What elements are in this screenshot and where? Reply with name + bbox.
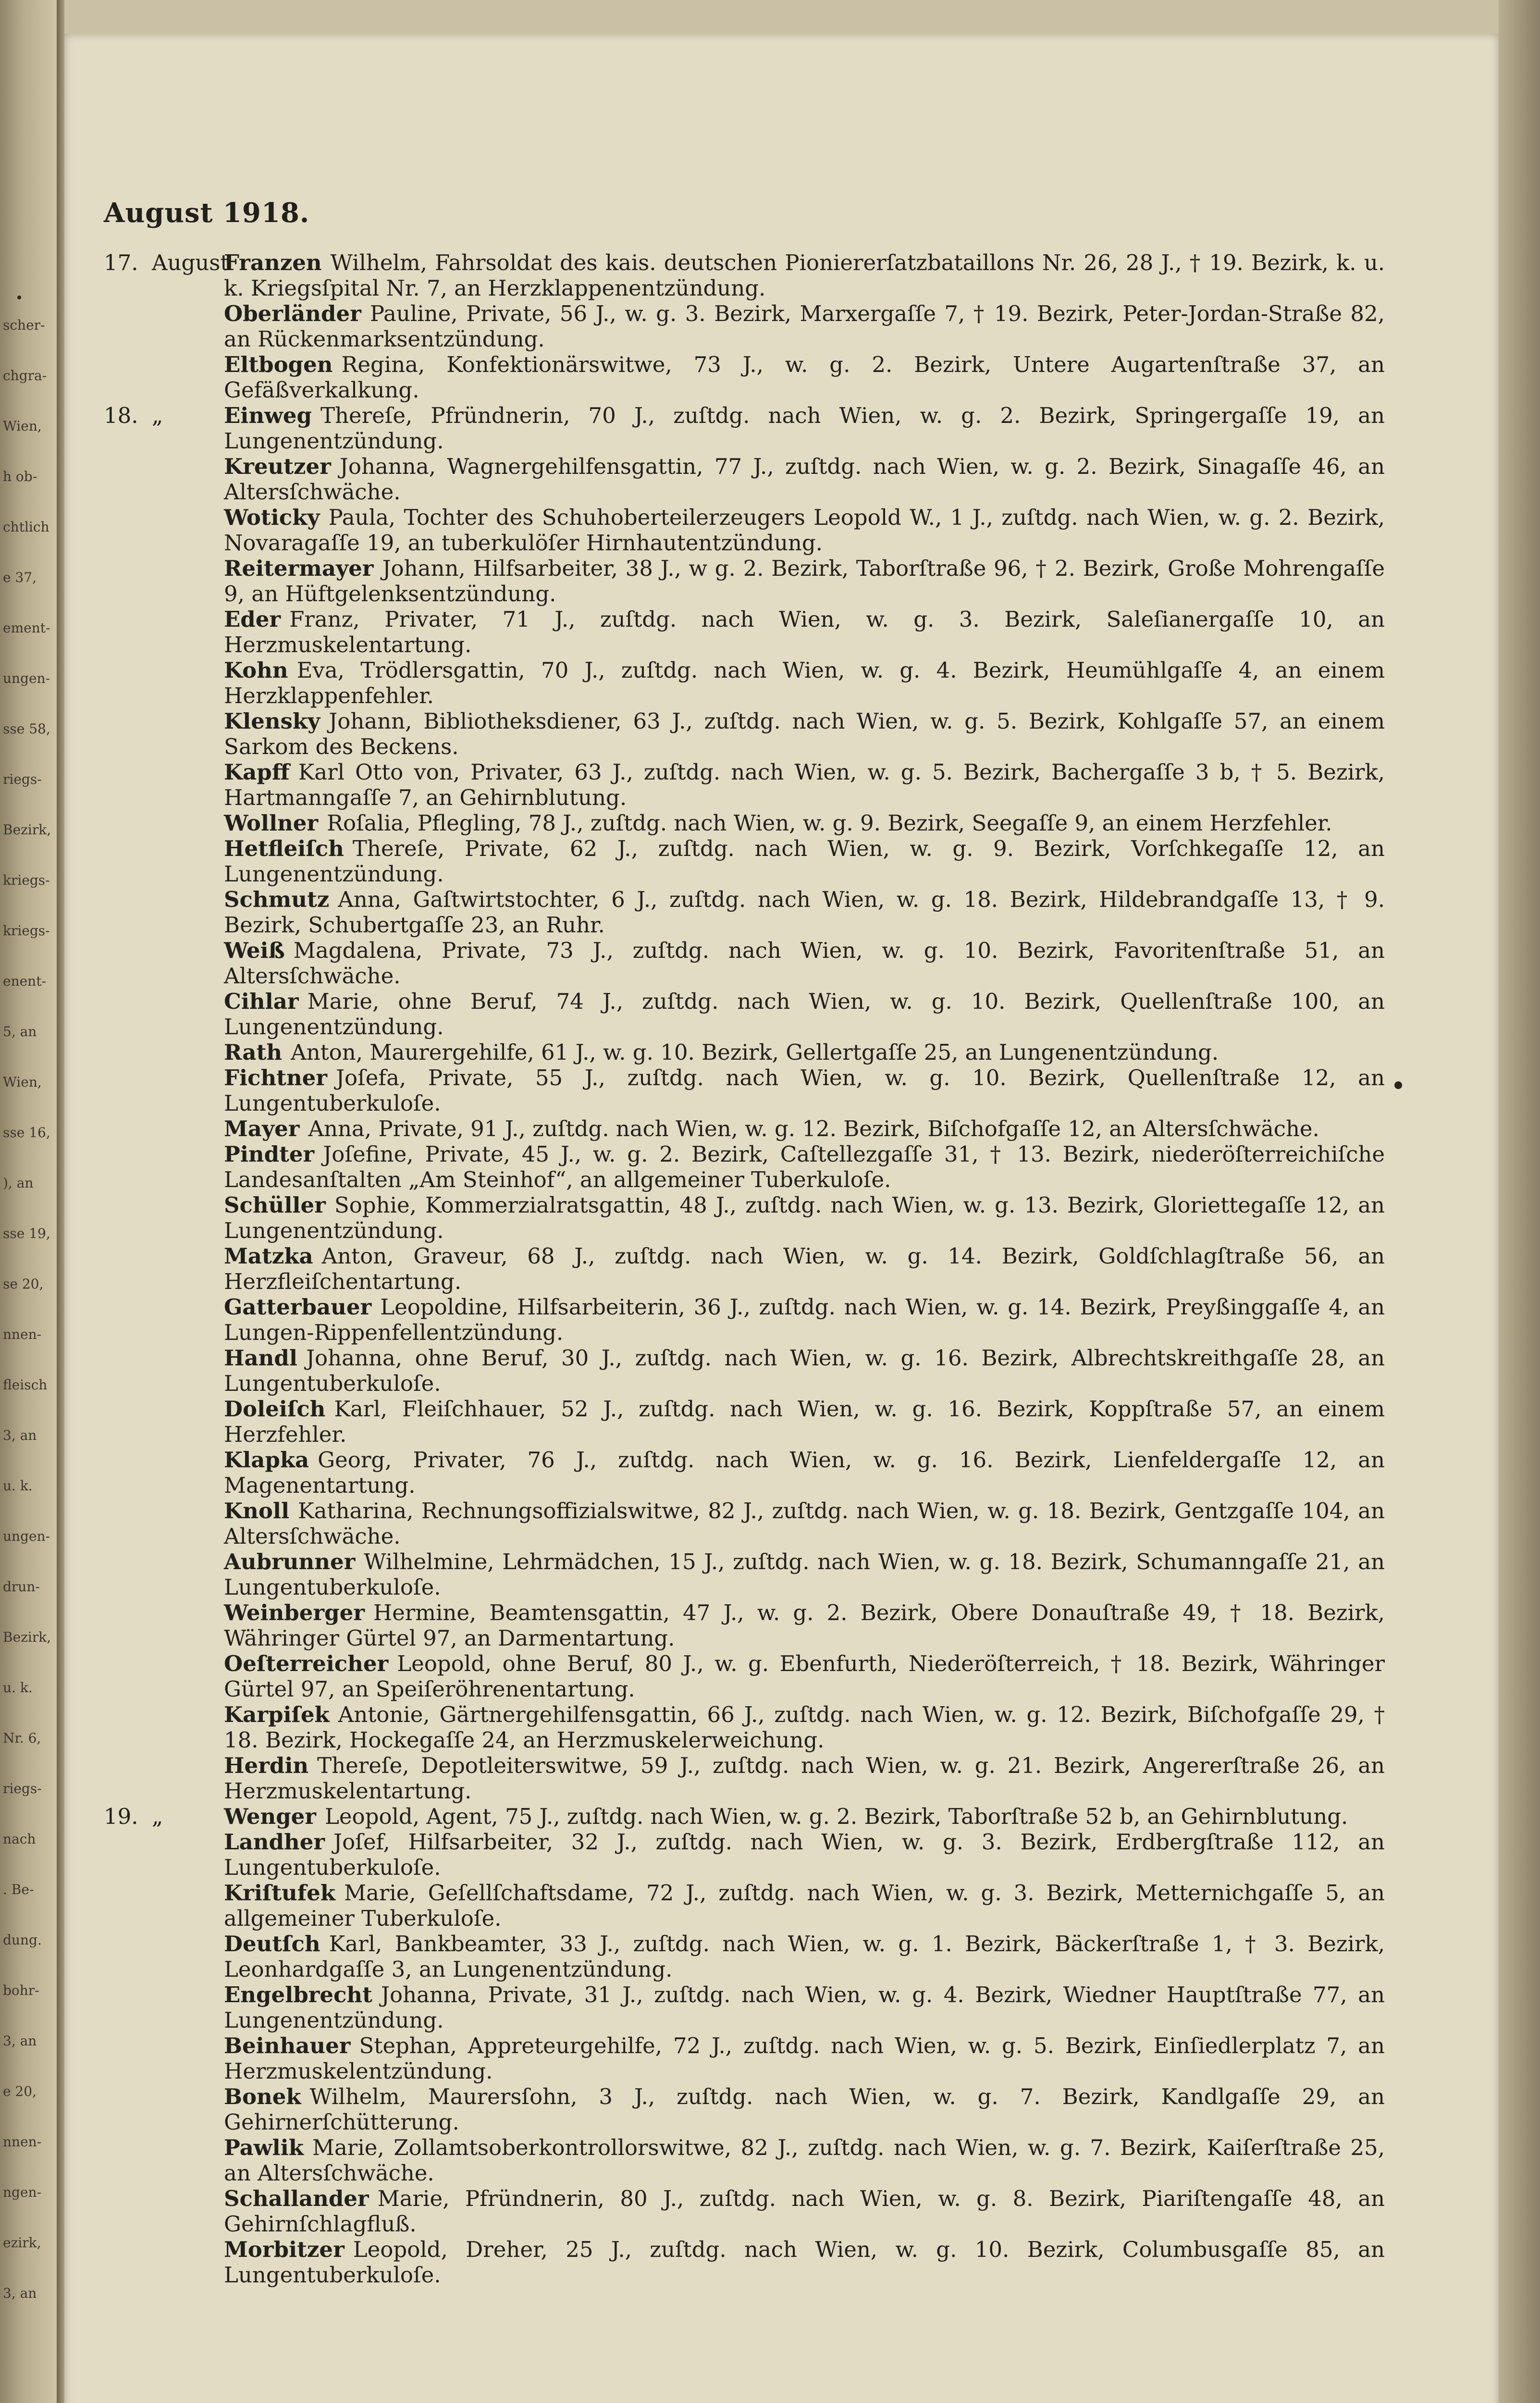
entry-date bbox=[104, 1243, 224, 1294]
entry-text bbox=[224, 989, 1387, 1040]
register-entry bbox=[104, 1498, 1387, 1549]
entry-details: Pauline, Private, 56 J., w. g. 3. Bezirk, Marxergaſſe 7, † 19. Bezirk, Peter-Jordan-Straße 82, an Rückenmarksentzündung. bbox=[224, 301, 1385, 352]
entry-text bbox=[224, 505, 1387, 556]
entry-text bbox=[224, 1345, 1387, 1396]
entry-date bbox=[104, 1829, 224, 1880]
entry-details: Anna, Gaſtwirtstochter, 6 J., zuſtdg. nach Wien, w. g. 18. Bezirk, Hildebrandgaſſe 13, † 9. Bezirk, Schubertgaſſe 23, an Ruhr. bbox=[224, 887, 1385, 938]
entry-surname: Fichtner bbox=[224, 1065, 328, 1090]
entry-surname: Beinhauer bbox=[224, 2033, 351, 2058]
entry-surname: Landher bbox=[224, 1829, 325, 1855]
entry-surname: Pawlik bbox=[224, 2135, 304, 2160]
entry-surname: Schallander bbox=[224, 2186, 369, 2211]
entry-surname: Klensky bbox=[224, 708, 320, 734]
previous-page-fragment: nnen- bbox=[3, 2134, 42, 2150]
entry-date bbox=[104, 352, 224, 403]
register-entry bbox=[104, 1931, 1387, 1982]
previous-page-fragment: chgra- bbox=[3, 368, 47, 384]
entry-text bbox=[224, 250, 1387, 301]
register-entry bbox=[104, 1804, 1387, 1829]
entry-surname: Kreutzer bbox=[224, 454, 331, 479]
entry-text bbox=[224, 938, 1387, 989]
entry-text bbox=[224, 556, 1387, 607]
entry-text bbox=[224, 1931, 1387, 1982]
entry-details: Sophie, Kommerzialratsgattin, 48 J., zuſtdg. nach Wien, w. g. 13. Bezirk, Gloriettegaſſe 12, an Lungenentzündung. bbox=[224, 1192, 1385, 1243]
entry-surname: Engelbrecht bbox=[224, 1982, 372, 2007]
entry-surname: Oberländer bbox=[224, 301, 361, 326]
entry-details: Thereſe, Pfründnerin, 70 J., zuſtdg. nach Wien, w. g. 2. Bezirk, Springergaſſe 19, an Lungenentzündung. bbox=[224, 403, 1385, 454]
previous-page-fragment: Wien, bbox=[3, 418, 42, 434]
entry-date bbox=[104, 1804, 224, 1829]
entry-month: „ bbox=[152, 403, 163, 428]
entry-details: Joſefa, Private, 55 J., zuſtdg. nach Wien, w. g. 10. Bezirk, Quellenſtraße 12, an Lungentuberkuloſe. bbox=[224, 1065, 1385, 1116]
entry-details: Paula, Tochter des Schuhoberteilerzeugers Leopold W., 1 J., zuſtdg. nach Wien, w. g. 2. Bezirk, Novaragaſſe 19, an tuberkulöſer Hirnhautentzündung. bbox=[224, 505, 1385, 556]
entry-details: Wilhelm, Fahrsoldat des kais. deutschen Pioniererſatzbataillons Nr. 26, 28 J., † 19. Bezirk, k. u. k. Kriegsſpital Nr. 7, an Herzklappenentzündung. bbox=[224, 250, 1385, 301]
entry-surname: Weinberger bbox=[224, 1600, 365, 1625]
entry-text bbox=[224, 1702, 1387, 1753]
previous-page-edge bbox=[0, 0, 57, 2403]
entry-details: Leopold, Agent, 75 J., zuſtdg. nach Wien, w. g. 2. Bezirk, Taborſtraße 52 b, an Gehirnblutung. bbox=[325, 1804, 1348, 1829]
entry-text bbox=[224, 1396, 1387, 1447]
register-entry bbox=[104, 2033, 1387, 2084]
register-entry bbox=[104, 403, 1387, 454]
book-gutter bbox=[57, 0, 64, 2403]
entry-text bbox=[224, 1192, 1387, 1243]
entry-details: Eva, Trödlersgattin, 70 J., zuſtdg. nach Wien, w. g. 4. Bezirk, Heumühlgaſſe 4, an einem Herzklappenfehler. bbox=[224, 657, 1385, 708]
entry-date bbox=[104, 454, 224, 505]
previous-page-fragment: chtlich bbox=[3, 519, 49, 535]
entry-details: Marie, Pfründnerin, 80 J., zuſtdg. nach Wien, w. g. 8. Bezirk, Piariſtengaſſe 48, an Gehirnſchlagfluß. bbox=[224, 2186, 1385, 2237]
entry-details: Karl Otto von, Privater, 63 J., zuſtdg. nach Wien, w. g. 5. Bezirk, Bachergaſſe 3 b, † 5. Bezirk, Hartmanngaſſe 7, an Gehirnblutung. bbox=[224, 759, 1385, 810]
entry-details: Marie, Geſellſchaftsdame, 72 J., zuſtdg. nach Wien, w. g. 3. Bezirk, Metternichgaſſe 5, an allgemeiner Tuberkuloſe. bbox=[224, 1880, 1385, 1931]
register-entry bbox=[104, 810, 1387, 836]
entry-date bbox=[104, 2186, 224, 2237]
previous-page-fragment: e 20, bbox=[3, 2083, 37, 2099]
entry-text bbox=[224, 887, 1387, 938]
entry-month: „ bbox=[152, 1804, 163, 1829]
previous-page-fragment: Nr. 6, bbox=[3, 1730, 41, 1746]
entry-surname: Kohn bbox=[224, 657, 288, 683]
entry-details: Antonie, Gärtnergehilfensgattin, 66 J., zuſtdg. nach Wien, w. g. 12. Bezirk, Biſchofgaſſe 29, † 18. Bezirk, Hockegaſſe 24, an Herzmuskelerweichung. bbox=[224, 1702, 1385, 1753]
register-entry bbox=[104, 1396, 1387, 1447]
entry-month: August bbox=[152, 250, 229, 275]
entry-date bbox=[104, 2033, 224, 2084]
previous-page-fragment: bohr- bbox=[3, 1982, 39, 1998]
entry-surname: Eder bbox=[224, 607, 281, 632]
register-entry bbox=[104, 836, 1387, 887]
entry-details: Johann, Hilfsarbeiter, 38 J., w g. 2. Bezirk, Taborſtraße 96, † 2. Bezirk, Große Mohrengaſſe 9, an Hüftgelenksentzündung. bbox=[224, 556, 1385, 607]
entry-surname: Morbitzer bbox=[224, 2237, 345, 2262]
entry-details: Karl, Fleiſchhauer, 52 J., zuſtdg. nach Wien, w. g. 16. Bezirk, Koppſtraße 57, an einem Herzfehler. bbox=[224, 1396, 1385, 1447]
death-register-list bbox=[104, 250, 1387, 2288]
entry-text bbox=[224, 836, 1387, 887]
previous-page-fragment: Bezirk, bbox=[3, 1629, 51, 1645]
register-entry bbox=[104, 1753, 1387, 1804]
entry-date bbox=[104, 810, 224, 836]
entry-date bbox=[104, 1141, 224, 1192]
entry-day: 18. bbox=[104, 403, 138, 428]
entry-text bbox=[224, 1294, 1387, 1345]
entry-details: Thereſe, Private, 62 J., zuſtdg. nach Wien, w. g. 9. Bezirk, Vorſchkegaſſe 12, an Lungenentzündung. bbox=[224, 836, 1385, 887]
previous-page-fragment: u. k. bbox=[3, 1680, 33, 1696]
previous-page-fragment: fleisch bbox=[3, 1377, 48, 1393]
register-entry bbox=[104, 1116, 1387, 1141]
entry-date bbox=[104, 2237, 224, 2288]
entry-day: 17. bbox=[104, 250, 138, 275]
register-entry bbox=[104, 938, 1387, 989]
entry-date bbox=[104, 887, 224, 938]
register-entry bbox=[104, 2135, 1387, 2186]
entry-date bbox=[104, 556, 224, 607]
entry-date bbox=[104, 989, 224, 1040]
entry-date bbox=[104, 1065, 224, 1116]
entry-text bbox=[224, 759, 1387, 810]
previous-page-fragment: sse 16, bbox=[3, 1125, 50, 1140]
entry-details: Regina, Konfektionärswitwe, 73 J., w. g. 2. Bezirk, Untere Augartenſtraße 37, an Gefäßverkalkung. bbox=[224, 352, 1385, 403]
previous-page-fragment: ezirk, bbox=[3, 2235, 41, 2251]
entry-surname: Kriſtufek bbox=[224, 1880, 335, 1906]
register-entry bbox=[104, 759, 1387, 810]
previous-page-fragment: Bezirk, bbox=[3, 822, 51, 838]
entry-details: Leopold, Dreher, 25 J., zuſtdg. nach Wien, w. g. 10. Bezirk, Columbusgaſſe 85, an Lungentuberkuloſe. bbox=[224, 2237, 1385, 2288]
register-entry bbox=[104, 1600, 1387, 1651]
entry-date bbox=[104, 1345, 224, 1396]
entry-surname: Mayer bbox=[224, 1116, 300, 1141]
entry-details: Magdalena, Private, 73 J., zuſtdg. nach Wien, w. g. 10. Bezirk, Favoritenſtraße 51, an Altersſchwäche. bbox=[224, 938, 1385, 989]
entry-text bbox=[224, 810, 1387, 836]
entry-text bbox=[224, 1829, 1387, 1880]
previous-page-fragment: ngen- bbox=[3, 2184, 42, 2200]
entry-surname: Wollner bbox=[224, 810, 319, 836]
previous-page-fragment: Wien, bbox=[3, 1074, 42, 1090]
entry-surname: Kapff bbox=[224, 759, 290, 785]
entry-date bbox=[104, 708, 224, 759]
entry-surname: Deutſch bbox=[224, 1931, 320, 1957]
previous-page-fragment: 3, an bbox=[3, 1427, 37, 1443]
register-entry bbox=[104, 1040, 1387, 1065]
entry-date bbox=[104, 1600, 224, 1651]
previous-page-fragment: e 37, bbox=[3, 570, 37, 585]
entry-text bbox=[224, 1880, 1387, 1931]
previous-page-fragment: ungen- bbox=[3, 1528, 50, 1544]
previous-page-fragment: 5, an bbox=[3, 1024, 37, 1040]
entry-details: Joſef, Hilfsarbeiter, 32 J., zuſtdg. nach Wien, w. g. 3. Bezirk, Erdbergſtraße 112, an Lungentuberkuloſe. bbox=[224, 1829, 1385, 1880]
entry-details: Leopoldine, Hilfsarbeiterin, 36 J., zuſtdg. nach Wien, w. g. 14. Bezirk, Preyßinggaſſe 4, an Lungen-Rippenfellentzündung. bbox=[224, 1294, 1385, 1345]
entry-text bbox=[224, 1804, 1387, 1829]
page-heading: August 1918. bbox=[104, 197, 310, 229]
previous-page-fragment: riegs- bbox=[3, 771, 42, 787]
register-entry bbox=[104, 1651, 1387, 1702]
previous-page-fragment: riegs- bbox=[3, 1781, 42, 1796]
entry-surname: Karpiſek bbox=[224, 1702, 330, 1727]
entry-date bbox=[104, 1549, 224, 1600]
entry-day: 19. bbox=[104, 1804, 138, 1829]
entry-details: Johanna, Wagnergehilfensgattin, 77 J., zuſtdg. nach Wien, w. g. 2. Bezirk, Sinagaſſe 46, an Altersſchwäche. bbox=[224, 454, 1385, 505]
entry-surname: Einweg bbox=[224, 403, 312, 428]
previous-page-fragment: 3, an bbox=[3, 2033, 37, 2049]
register-entry bbox=[104, 1065, 1387, 1116]
entry-text bbox=[224, 708, 1387, 759]
entry-surname: Bonek bbox=[224, 2084, 301, 2109]
register-entry bbox=[104, 1447, 1387, 1498]
entry-details: Anton, Graveur, 68 J., zuſtdg. nach Wien, w. g. 14. Bezirk, Goldſchlagſtraße 56, an Herzfleiſchentartung. bbox=[224, 1243, 1385, 1294]
entry-date bbox=[104, 1702, 224, 1753]
entry-text bbox=[224, 352, 1387, 403]
entry-details: Joſefine, Private, 45 J., w. g. 2. Bezirk, Caſtellezgaſſe 31, † 13. Bezirk, niederöſterreichiſche Landesanſtalten „Am Steinhof“, an allgemeiner Tuberkuloſe. bbox=[224, 1141, 1385, 1192]
register-entry bbox=[104, 1294, 1387, 1345]
register-entry bbox=[104, 989, 1387, 1040]
entry-text bbox=[224, 2084, 1387, 2135]
register-entry bbox=[104, 1192, 1387, 1243]
entry-date bbox=[104, 505, 224, 556]
entry-date bbox=[104, 1396, 224, 1447]
entry-date bbox=[104, 1192, 224, 1243]
register-entry bbox=[104, 2186, 1387, 2237]
entry-details: Georg, Privater, 76 J., zuſtdg. nach Wien, w. g. 16. Bezirk, Lienfeldergaſſe 12, an Magenentartung. bbox=[224, 1447, 1385, 1498]
previous-page-fragment: drun- bbox=[3, 1579, 40, 1595]
entry-date bbox=[104, 1116, 224, 1141]
register-entry bbox=[104, 1829, 1387, 1880]
entry-details: Johanna, ohne Beruf, 30 J., zuſtdg. nach Wien, w. g. 16. Bezirk, Albrechtskreithgaſſe 28, an Lungentuberkuloſe. bbox=[224, 1345, 1385, 1396]
register-entry bbox=[104, 1345, 1387, 1396]
register-entry bbox=[104, 505, 1387, 556]
previous-page-fragment: scher- bbox=[3, 317, 45, 333]
entry-details: Johann, Bibliotheksdiener, 63 J., zuſtdg. nach Wien, w. g. 5. Bezirk, Kohlgaſſe 57, an einem Sarkom des Beckens. bbox=[224, 708, 1385, 759]
entry-date bbox=[104, 607, 224, 657]
entry-details: Stephan, Appreteurgehilfe, 72 J., zuſtdg. nach Wien, w. g. 5. Bezirk, Einſiedlerplatz 7, an Herzmuskelentzündung. bbox=[224, 2033, 1385, 2084]
entry-text bbox=[224, 454, 1387, 505]
entry-text bbox=[224, 1141, 1387, 1192]
previous-page-fragment: nnen- bbox=[3, 1326, 42, 1342]
entry-surname: Aubrunner bbox=[224, 1549, 356, 1574]
ink-speck bbox=[17, 296, 21, 299]
ink-speck bbox=[1394, 1081, 1402, 1089]
page-right-edge bbox=[1499, 0, 1540, 2403]
previous-page-fragment: . Be- bbox=[3, 1882, 34, 1897]
register-entry bbox=[104, 1141, 1387, 1192]
entry-details: Wilhelmine, Lehrmädchen, 15 J., zuſtdg. nach Wien, w. g. 18. Bezirk, Schumanngaſſe 21, an Lungentuberkuloſe. bbox=[224, 1549, 1385, 1600]
previous-page-fragment: kriegs- bbox=[3, 923, 50, 939]
entry-surname: Handl bbox=[224, 1345, 297, 1371]
entry-details: Anton, Maurergehilfe, 61 J., w. g. 10. Bezirk, Gellertgaſſe 25, an Lungenentzündung. bbox=[291, 1040, 1219, 1065]
entry-surname: Hetfleiſch bbox=[224, 836, 344, 861]
entry-date bbox=[104, 2084, 224, 2135]
previous-page-fragment: ), an bbox=[3, 1175, 34, 1191]
entry-text bbox=[224, 1040, 1387, 1065]
entry-surname: Woticky bbox=[224, 505, 320, 530]
entry-text bbox=[224, 1753, 1387, 1804]
entry-date bbox=[104, 250, 229, 301]
previous-page-fragment: enent- bbox=[3, 973, 46, 989]
entry-text bbox=[224, 403, 1387, 454]
entry-text bbox=[224, 1243, 1387, 1294]
register-entry bbox=[104, 301, 1387, 352]
entry-surname: Herdin bbox=[224, 1753, 309, 1778]
entry-surname: Reitermayer bbox=[224, 556, 374, 581]
previous-page-fragment: h ob- bbox=[3, 469, 37, 484]
entry-surname: Schüller bbox=[224, 1192, 326, 1218]
entry-surname: Wenger bbox=[224, 1804, 317, 1829]
entry-date bbox=[104, 1753, 224, 1804]
register-entry bbox=[104, 657, 1387, 708]
entry-text bbox=[224, 2033, 1387, 2084]
previous-page-fragment: nach bbox=[3, 1831, 36, 1847]
register-entry bbox=[104, 2084, 1387, 2135]
entry-surname: Oeſterreicher bbox=[224, 1651, 389, 1676]
previous-page-fragment: 3, an bbox=[3, 2285, 37, 2301]
previous-page-fragment: ement- bbox=[3, 620, 50, 636]
entry-details: Wilhelm, Maurersſohn, 3 J., zuſtdg. nach Wien, w. g. 7. Bezirk, Kandlgaſſe 29, an Gehirnerſchütterung. bbox=[224, 2084, 1385, 2135]
entry-text bbox=[224, 1116, 1387, 1141]
entry-date bbox=[104, 301, 224, 352]
register-entry bbox=[104, 556, 1387, 607]
entry-text bbox=[224, 301, 1387, 352]
entry-date bbox=[104, 759, 224, 810]
entry-surname: Eltbogen bbox=[224, 352, 333, 377]
entry-text bbox=[224, 2237, 1387, 2288]
entry-date bbox=[104, 1982, 224, 2033]
register-entry bbox=[104, 1243, 1387, 1294]
entry-surname: Weiß bbox=[224, 938, 285, 963]
register-entry bbox=[104, 708, 1387, 759]
entry-date bbox=[104, 1498, 224, 1549]
entry-text bbox=[224, 1600, 1387, 1651]
register-entry bbox=[104, 352, 1387, 403]
entry-text bbox=[224, 1549, 1387, 1600]
entry-surname: Schmutz bbox=[224, 887, 330, 912]
entry-date bbox=[104, 938, 224, 989]
entry-text bbox=[224, 1065, 1387, 1116]
entry-date bbox=[104, 2135, 224, 2186]
entry-date bbox=[104, 657, 224, 708]
entry-text bbox=[224, 2186, 1387, 2237]
previous-page-fragment: se 20, bbox=[3, 1276, 44, 1292]
entry-details: Hermine, Beamtensgattin, 47 J., w. g. 2. Bezirk, Obere Donauſtraße 49, † 18. Bezirk, Währinger Gürtel 97, an Darmentartung. bbox=[224, 1600, 1385, 1651]
entry-text bbox=[224, 607, 1387, 657]
entry-text bbox=[224, 657, 1387, 708]
register-entry bbox=[104, 607, 1387, 657]
entry-date bbox=[104, 1447, 224, 1498]
entry-surname: Matzka bbox=[224, 1243, 313, 1269]
entry-details: Katharina, Rechnungsoffizialswitwe, 82 J., zuſtdg. nach Wien, w. g. 18. Bezirk, Gentzgaſſe 104, an Altersſchwäche. bbox=[224, 1498, 1385, 1549]
previous-page-fragment: u. k. bbox=[3, 1478, 33, 1494]
register-entry bbox=[104, 454, 1387, 505]
entry-date bbox=[104, 1931, 224, 1982]
register-entry bbox=[104, 887, 1387, 938]
entry-details: Franz, Privater, 71 J., zuſtdg. nach Wien, w. g. 3. Bezirk, Saleſianergaſſe 10, an Herzmuskelentartung. bbox=[224, 607, 1385, 657]
entry-surname: Franzen bbox=[224, 250, 322, 275]
entry-text bbox=[224, 1982, 1387, 2033]
entry-date bbox=[104, 1651, 224, 1702]
previous-page-fragment: sse 19, bbox=[3, 1226, 50, 1241]
entry-date bbox=[104, 403, 224, 454]
entry-details: Johanna, Private, 31 J., zuſtdg. nach Wien, w. g. 4. Bezirk, Wiedner Hauptſtraße 77, an Lungenentzündung. bbox=[224, 1982, 1385, 2033]
entry-surname: Doleiſch bbox=[224, 1396, 326, 1422]
entry-surname: Klapka bbox=[224, 1447, 309, 1473]
entry-surname: Pindter bbox=[224, 1141, 315, 1167]
entry-date bbox=[104, 1294, 224, 1345]
entry-surname: Cihlar bbox=[224, 989, 299, 1014]
entry-date bbox=[104, 1040, 224, 1065]
entry-details: Leopold, ohne Beruf, 80 J., w. g. Ebenfurth, Niederöſterreich, † 18. Bezirk, Währinger Gürtel 97, an Speiſeröhrenentartung. bbox=[224, 1651, 1385, 1702]
entry-surname: Gatterbauer bbox=[224, 1294, 372, 1320]
previous-page-fragment: sse 58, bbox=[3, 721, 50, 737]
entry-text bbox=[224, 2135, 1387, 2186]
register-entry bbox=[104, 250, 1387, 301]
entry-details: Marie, ohne Beruf, 74 J., zuſtdg. nach Wien, w. g. 10. Bezirk, Quellenſtraße 100, an Lungenentzündung. bbox=[224, 989, 1385, 1040]
register-entry bbox=[104, 1880, 1387, 1931]
entry-text bbox=[224, 1651, 1387, 1702]
entry-surname: Rath bbox=[224, 1040, 283, 1065]
entry-details: Anna, Private, 91 J., zuſtdg. nach Wien, w. g. 12. Bezirk, Biſchofgaſſe 12, an Altersſchwäche. bbox=[308, 1116, 1319, 1141]
previous-page-fragment: kriegs- bbox=[3, 872, 50, 888]
entry-details: Karl, Bankbeamter, 33 J., zuſtdg. nach Wien, w. g. 1. Bezirk, Bäckerſtraße 1, † 3. Bezirk, Leonhardgaſſe 3, an Lungenentzündung. bbox=[224, 1931, 1385, 1982]
entry-surname: Knoll bbox=[224, 1498, 290, 1524]
previous-page-fragment: ungen- bbox=[3, 670, 50, 686]
entry-date bbox=[104, 1880, 224, 1931]
register-entry bbox=[104, 1702, 1387, 1753]
entry-details: Marie, Zollamtsoberkontrollorswitwe, 82 J., zuſtdg. nach Wien, w. g. 7. Bezirk, Kaiſerſtraße 25, an Altersſchwäche. bbox=[224, 2135, 1385, 2186]
register-entry bbox=[104, 2237, 1387, 2288]
previous-page-fragment: dung. bbox=[3, 1932, 42, 1948]
entry-text bbox=[224, 1447, 1387, 1498]
entry-date bbox=[104, 836, 224, 887]
entry-text bbox=[224, 1498, 1387, 1549]
register-entry bbox=[104, 1549, 1387, 1600]
register-entry bbox=[104, 1982, 1387, 2033]
entry-details: Roſalia, Pflegling, 78 J., zuſtdg. nach Wien, w. g. 9. Bezirk, Seegaſſe 9, an einem Herzfehler. bbox=[327, 810, 1332, 836]
entry-details: Thereſe, Depotleiterswitwe, 59 J., zuſtdg. nach Wien, w. g. 21. Bezirk, Angererſtraße 26, an Herzmuskelentartung. bbox=[224, 1753, 1385, 1804]
